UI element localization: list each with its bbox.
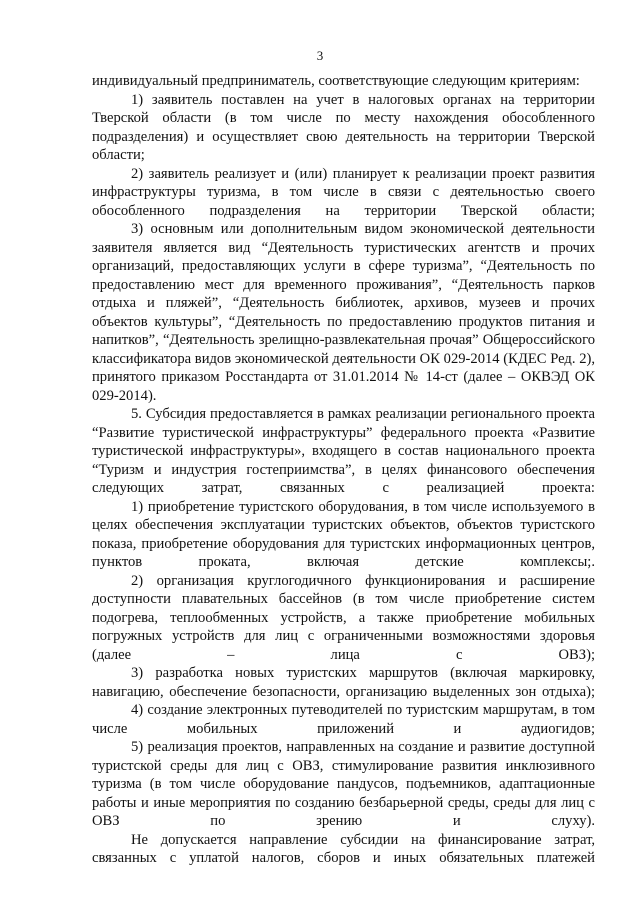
paragraph-criterion-1: 1) заявитель поставлен на учет в налоговых органах на территории Тверской области (в том числе по месту нахождения обособленного подразделения) и осуществляет свою деятельность на территории Тверской области; xyxy=(92,91,595,163)
document-body xyxy=(92,72,595,868)
paragraph-expense-3: 3) разработка новых туристских маршрутов (включая маркировку, навигацию, обеспечение безопасности, организацию выделенных зон отдыха); xyxy=(92,665,595,700)
paragraph-criterion-3: 3) основным или дополнительным видом экономической деятельности заявителя является вид “Деятельность туристических агентств и прочих организаций, предоставляющих услуги в сфере туризма”, “Деятельность по предоставлению мест для временного проживания”, “Деятельность парков отдыха и пляжей”, “Деятельность библиотек, архивов, музеев и прочих объектов культуры”, “Деятельность по предоставлению продуктов питания и напитков”, “Деятельность зрелищно-развлекательная прочая” Общероссийского классификатора видов экономической деятельности ОК 029-2014 (КДЕС Ред. 2), принятого приказом Росстандарта от 31.01.2014 № 14-ст (далее – ОКВЭД ОК 029-2014). xyxy=(92,221,595,404)
paragraph-expense-5: 5) реализация проектов, направленных на создание и развитие доступной туристской среды для лиц с ОВЗ, стимулирование развития инклюзивного туризма (в том числе оборудование пандусов, подъемников, адаптационные работы и иные мероприятия по созданию безбарьерной среды, среды для лиц с ОВЗ по зрению и слуху). xyxy=(92,739,595,829)
paragraph-section-5: 5. Субсидия предоставляется в рамках реализации регионального проекта “Развитие туристической инфраструктуры” федерального проекта «Развитие туристической инфраструктуры», входящего в состав национального проекта “Туризм и индустрия гостеприимства”, в целях финансового обеспечения следующих затрат, связанных с реализацией проекта: xyxy=(92,406,595,496)
paragraph-restriction: Не допускается направление субсидии на финансирование затрат, связанных с уплатой налогов, сборов и иных обязательных платежей xyxy=(92,831,595,866)
paragraph-expense-1: 1) приобретение туристского оборудования, в том числе используемого в целях обеспечения эксплуатации туристских объектов, объектов туристского показа, приобретение оборудования для туристских информационных центров, пунктов проката, включая детские комплексы;. xyxy=(92,498,595,570)
paragraph-criterion-2: 2) заявитель реализует и (или) планирует к реализации проект развития инфраструктуры туризма, в том числе в связи с деятельностью своего обособленного подразделения на территории Тверской области; xyxy=(92,165,595,219)
page-number: 3 xyxy=(316,48,324,63)
paragraph-expense-4: 4) создание электронных путеводителей по туристским маршрутам, в том числе мобильных приложений и аудиогидов; xyxy=(92,702,595,737)
paragraph-intro: индивидуальный предприниматель, соответствующие следующим критериям: xyxy=(92,73,580,89)
paragraph-expense-2: 2) организация круглогодичного функционирования и расширение доступности плавательных бассейнов (в том числе приобретение систем подогрева, теплообменных устройств, а также приобретение мобильных погружных устройств для лиц с ограниченными возможностями здоровья (далее – лица с ОВЗ); xyxy=(92,572,595,663)
